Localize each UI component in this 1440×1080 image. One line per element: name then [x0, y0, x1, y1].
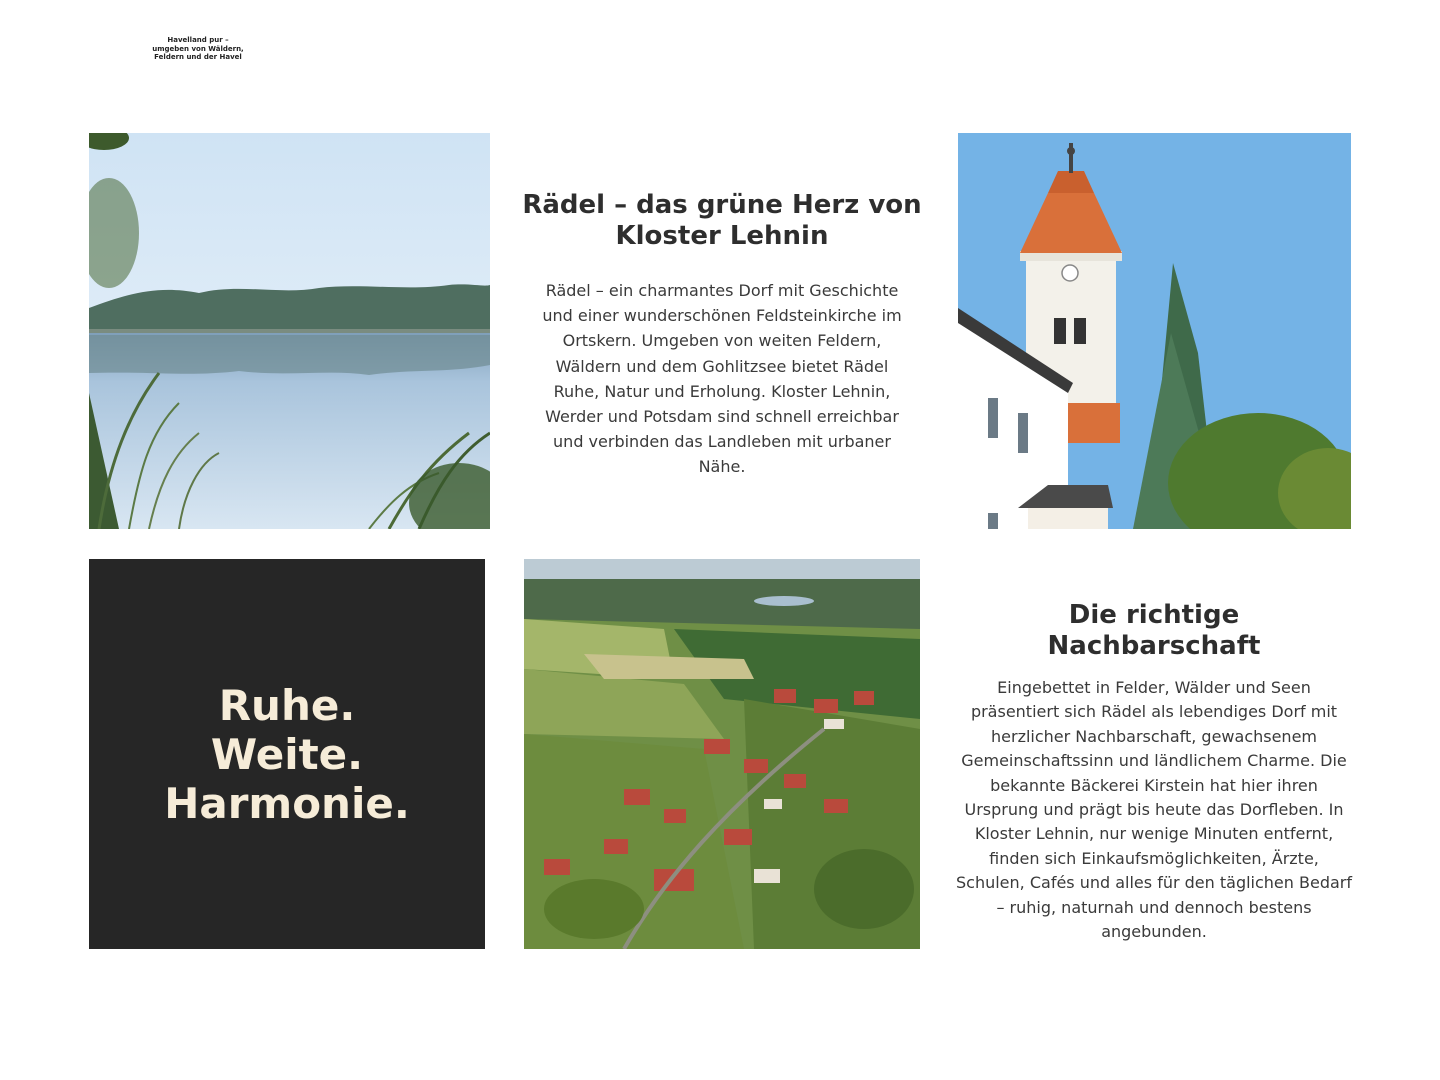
- intro-title-line: Rädel – das grüne Herz von: [522, 190, 922, 220]
- intro-title: [522, 190, 922, 252]
- neighborhood-title-line: Nachbarschaft: [1047, 631, 1261, 661]
- lake-photo: [89, 133, 490, 529]
- tagline-line: umgeben von Wäldern,: [152, 44, 244, 53]
- neighborhood-title-line: Die richtige: [1068, 600, 1240, 630]
- aerial-village-photo: [524, 559, 920, 949]
- intro-title-line: Kloster Lehnin: [615, 221, 829, 251]
- slogan-line: Ruhe.: [218, 680, 356, 730]
- intro-body: Rädel – ein charmantes Dorf mit Geschichte und einer wunderschönen Feldsteinkirche im Ortskern. Umgeben von weiten Feldern, Wäldern und dem Gohlitzsee bietet Rädel Ruhe, Natur und Erholung. Kloster Lehnin, Werder und Potsdam sind schnell erreichbar und verbinden das Landleben mit urbaner Nähe.: [542, 281, 902, 477]
- tagline-line: Havelland pur –: [167, 36, 229, 44]
- neighborhood-section: [954, 600, 1354, 944]
- slogan-tile: [89, 559, 485, 949]
- neighborhood-title: [954, 600, 1354, 662]
- tagline-line: Feldern und der Havel: [154, 53, 242, 61]
- slogan-line: Harmonie.: [164, 778, 410, 828]
- neighborhood-body: Eingebettet in Felder, Wälder und Seen präsentiert sich Rädel als lebendiges Dorf mit herzlicher Nachbarschaft, gewachsenem Gemeinschaftssinn und ländlichem Charme. Die bekannte Bäckerei Kirstein hat hier ihren Ursprung und prägt bis heute das Dorfleben. In Kloster Lehnin, nur wenige Minuten entfernt, finden sich Einkaufsmöglichkeiten, Ärzte, Schulen, Cafés und alles für den täglichen Bedarf – ruhig, naturnah und dennoch bestens angebunden.: [956, 678, 1352, 942]
- church-tower-photo: [958, 133, 1351, 529]
- slogan-line: Weite.: [210, 729, 364, 779]
- intro-section: [522, 190, 922, 480]
- header-tagline: [140, 36, 256, 62]
